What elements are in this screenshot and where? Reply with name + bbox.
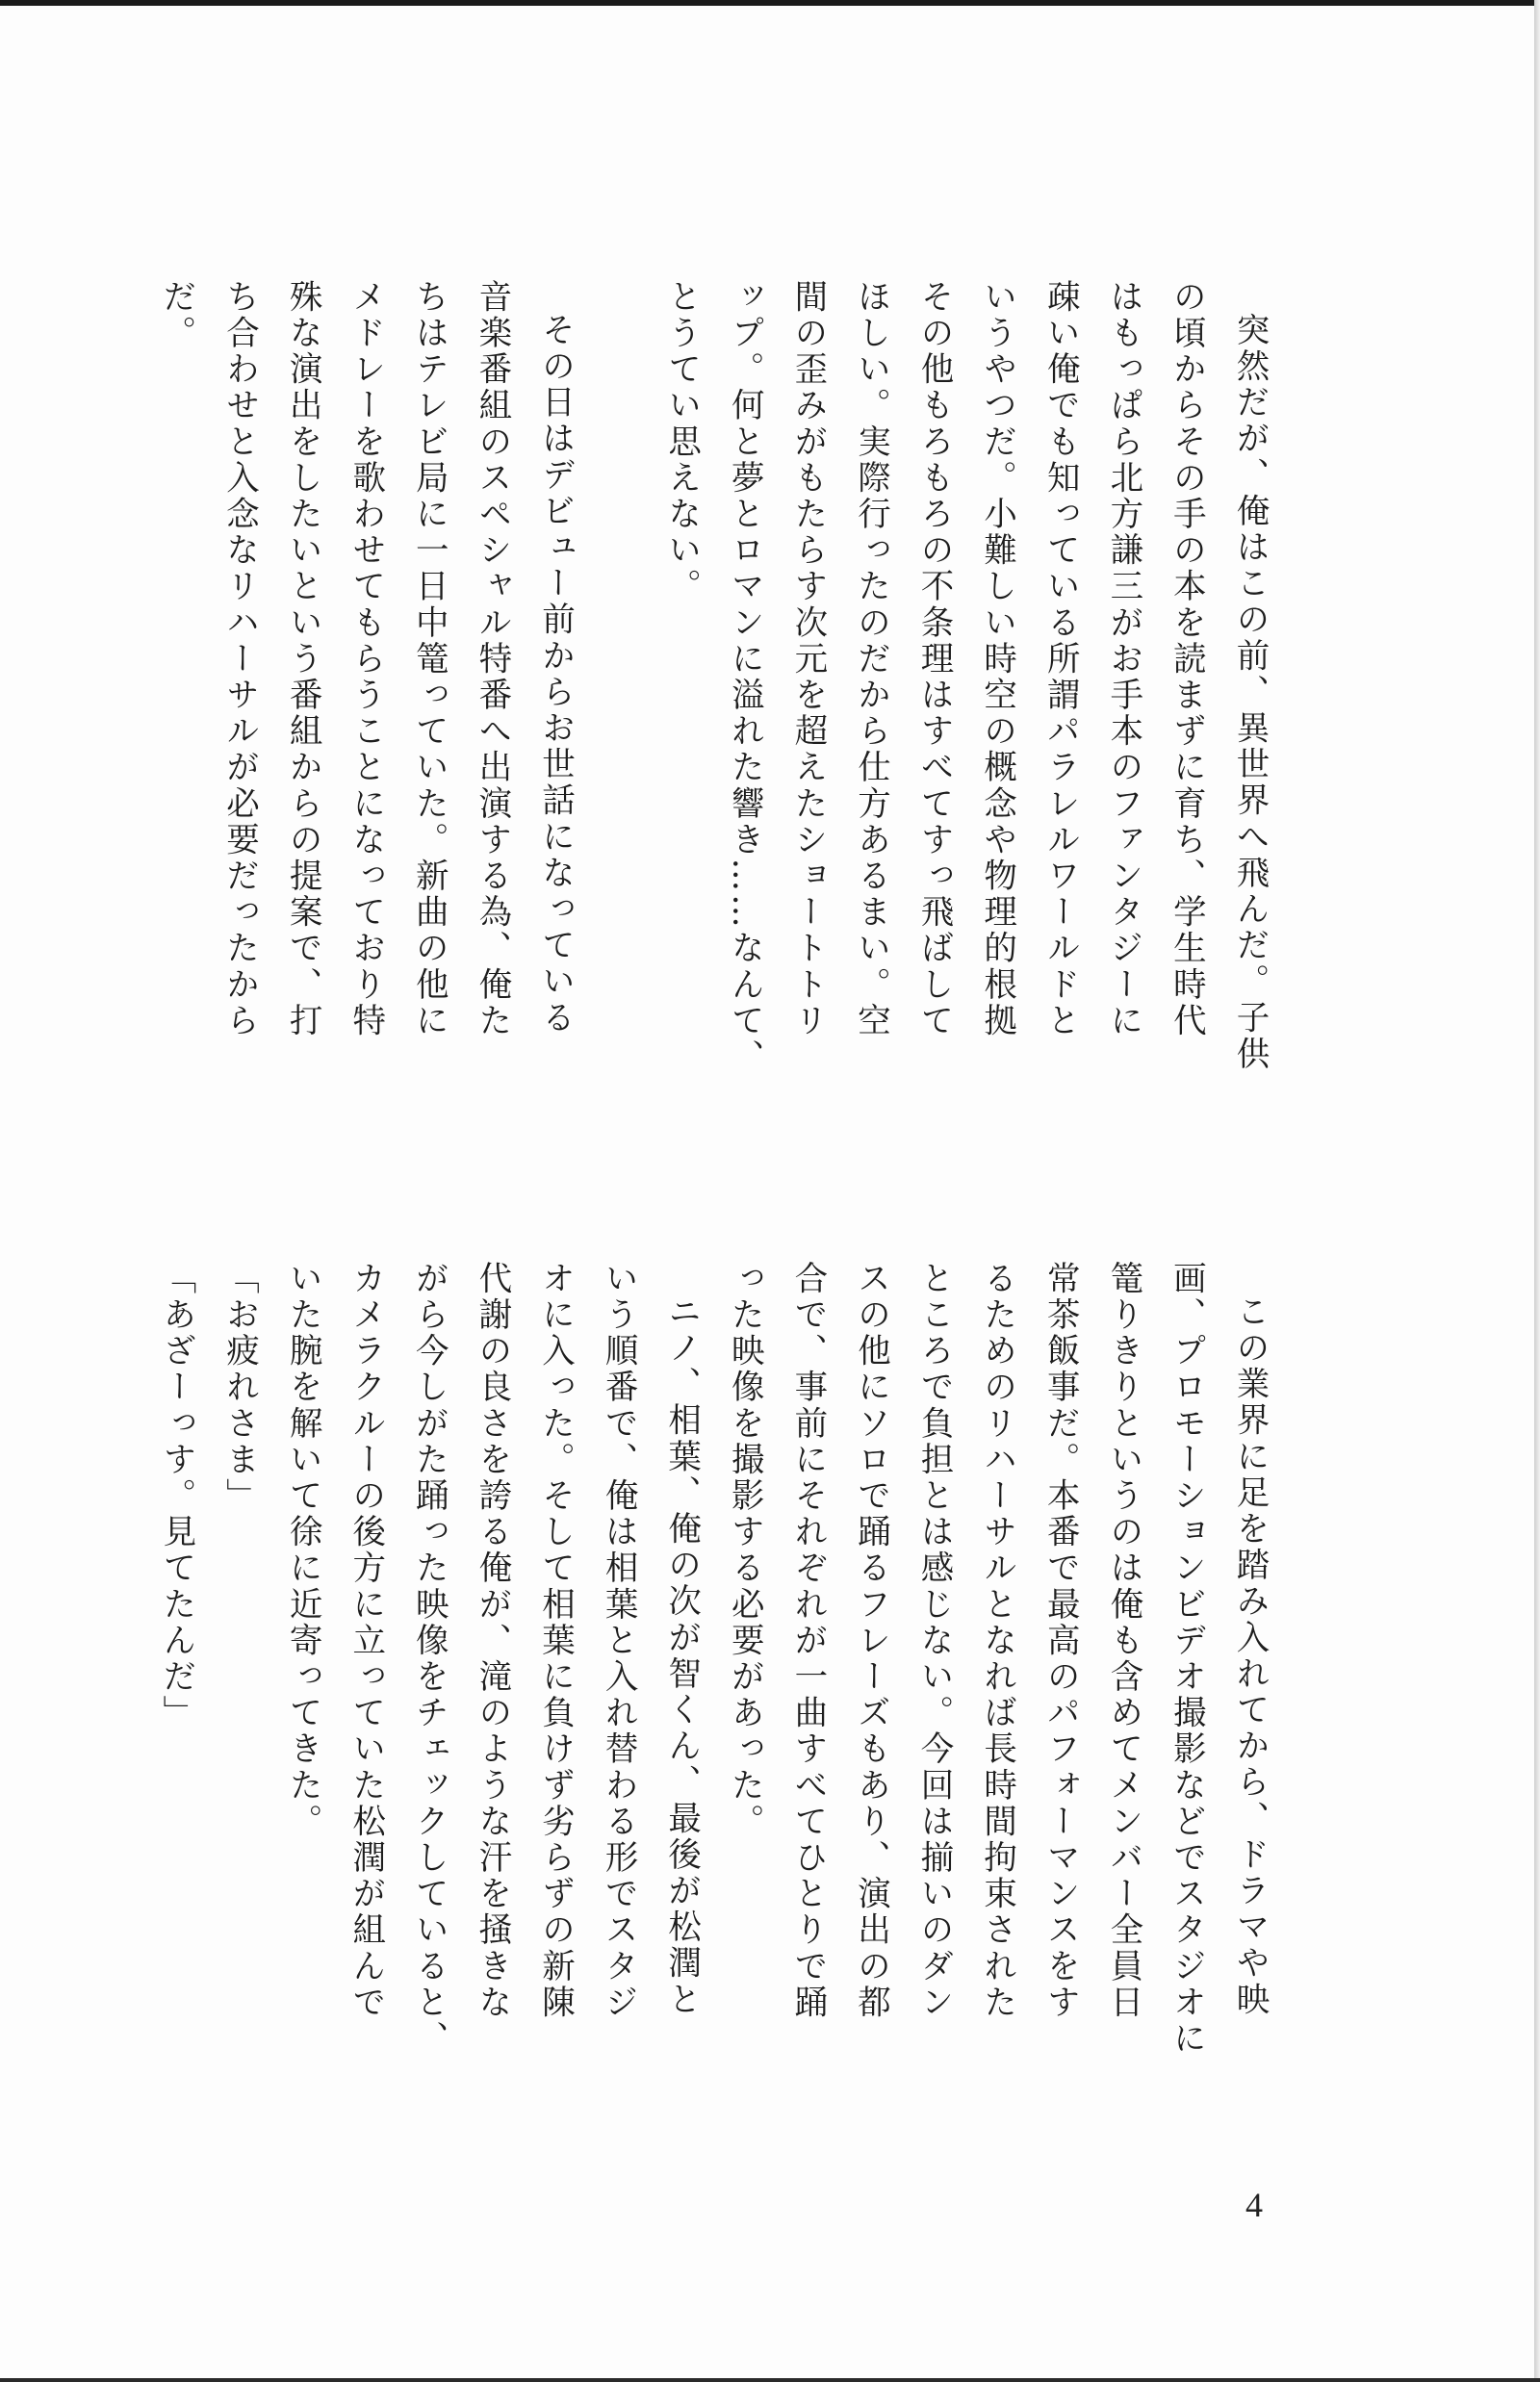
text-line: 篭りきりというのは俺も含めてメンバー全員日 bbox=[1103, 1261, 1142, 2021]
bottom-paragraph-2 bbox=[270, 1261, 712, 2057]
text-line: とうてい思えない。 bbox=[661, 279, 701, 605]
text-line: 間の歪みがもたらす次元を超えたショートトリ bbox=[787, 279, 827, 1039]
text-line: 合で、事前にそれぞれが一曲すべてひとりで踊 bbox=[787, 1261, 827, 2021]
text-line: その日はデビュー前からお世話になっている bbox=[535, 312, 575, 1037]
text-line: るためのリハーサルとなれば長時間拘束された bbox=[977, 1261, 1016, 2021]
text-line: の頃からその手の本を読まずに育ち、学生時代 bbox=[1167, 279, 1206, 1039]
text-line: 代謝の良さを誇る俺が、滝のような汗を掻きな bbox=[472, 1261, 511, 2021]
text-line: ちはテレビ局に一日中篭っていた。新曲の他に bbox=[409, 279, 449, 1039]
text-line: ニノ、相葉、俺の次が智くん、最後が松潤と bbox=[661, 1293, 701, 2018]
text-line: はもっぱら北方謙三がお手本のファンタジーに bbox=[1103, 279, 1142, 1039]
dialogue-line: 「あざーっす。見てたんだ」 bbox=[156, 1261, 195, 1731]
page-bottom-edge bbox=[0, 2378, 1540, 2382]
text-line: ち合わせと入念なリハーサルが必要だったから bbox=[219, 279, 259, 1039]
text-line: ところで負担とは感じない。今回は揃いのダン bbox=[914, 1261, 954, 2021]
page-right-edge bbox=[1534, 0, 1540, 2382]
text-line: 突然だが、俺はこの前、異世界へ飛んだ。子供 bbox=[1230, 312, 1269, 1073]
text-line: ほしい。実際行ったのだから仕方あるまい。空 bbox=[851, 279, 890, 1039]
top-text-block bbox=[143, 279, 1280, 1075]
text-line: 疎い俺でも知っている所謂パラレルワールドと bbox=[1040, 279, 1080, 1039]
text-line: この業界に足を踏み入れてから、ドラマや映 bbox=[1230, 1293, 1269, 2018]
text-line: だ。 bbox=[156, 279, 195, 352]
paragraph-gap bbox=[585, 279, 649, 1075]
text-line: オに入った。そして相葉に負けず劣らずの新陳 bbox=[535, 1261, 575, 2021]
bottom-text-block bbox=[143, 1261, 1280, 2057]
text-line: いう順番で、俺は相葉と入れ替わる形でスタジ bbox=[599, 1261, 638, 2021]
dialogue-line: 「お疲れさま」 bbox=[219, 1261, 259, 1515]
page-number: 4 bbox=[1245, 2186, 1263, 2224]
text-line: 殊な演出をしたいという番組からの提案で、打 bbox=[283, 279, 322, 1039]
text-line: その他もろもろの不条理はすべてすっ飛ばして bbox=[914, 279, 954, 1039]
text-line: 常茶飯事だ。本番で最高のパフォーマンスをす bbox=[1040, 1261, 1080, 2021]
text-line: った映像を撮影する必要があった。 bbox=[725, 1261, 764, 1840]
text-line: メドレーを歌わせてもらうことになっており特 bbox=[346, 279, 385, 1039]
top-paragraph-2 bbox=[143, 279, 585, 1075]
bottom-paragraph-1 bbox=[712, 1261, 1280, 2057]
text-line: いうやつだ。小難しい時空の概念や物理的根拠 bbox=[977, 279, 1016, 1039]
text-line: カメラクルーの後方に立っていた松潤が組んで bbox=[346, 1261, 385, 2021]
text-line: 音楽番組のスペシャル特番へ出演する為、俺た bbox=[472, 279, 511, 1039]
text-line: いた腕を解いて徐に近寄ってきた。 bbox=[283, 1261, 322, 1840]
top-paragraph-1 bbox=[649, 279, 1280, 1075]
text-line: 画、プロモーションビデオ撮影などでスタジオに bbox=[1167, 1261, 1206, 2058]
page-top-edge bbox=[0, 0, 1540, 6]
text-line: がら今しがた踊った映像をチェックしていると、 bbox=[409, 1261, 449, 2058]
text-line: スの他にソロで踊るフレーズもあり、演出の都 bbox=[851, 1261, 890, 2021]
text-line: ップ。何と夢とロマンに溢れた響き……なんて、 bbox=[725, 279, 764, 1076]
